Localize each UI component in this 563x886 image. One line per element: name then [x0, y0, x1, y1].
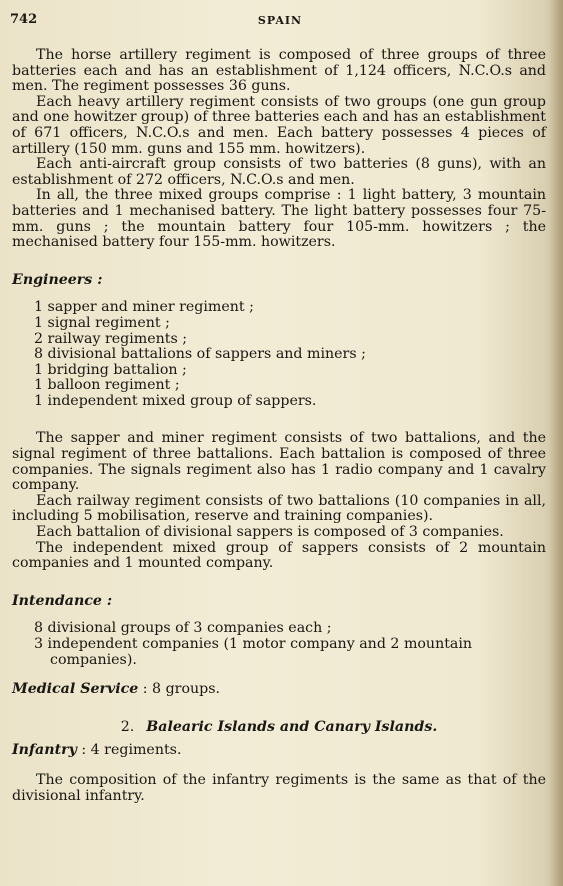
paragraph-anti-aircraft: Each anti-aircraft group consists of two batteries (8 guns), with an establishment of 272 officers, N.C.O.s and men. [12, 156, 546, 188]
list-item: 8 divisional battalions of sappers and miners ; [34, 346, 366, 363]
section-2-heading [12, 720, 546, 736]
medical-service-value: : 8 groups. [138, 681, 221, 698]
list-item: 1 independent mixed group of sappers. [34, 392, 317, 409]
infantry-label: Infantry [12, 742, 77, 759]
page-edge-shadow [549, 0, 563, 886]
engineers-heading: Engineers : [12, 271, 103, 288]
infantry-value: : 4 regiments. [76, 742, 182, 759]
list-item: 8 divisional groups of 3 companies each ; [34, 620, 332, 637]
page-header [10, 12, 550, 32]
list-item: 1 sapper and miner regiment ; [34, 299, 254, 316]
paragraph-horse-artillery: The horse artillery regiment is composed of three groups of three batteries each and has an establishment of 1,124 officers, N.C.O.s and men. The regiment possesses 36 guns. [12, 47, 546, 95]
running-head: SPAIN [257, 14, 303, 27]
paragraph-railway: Each railway regiment consists of two battalions (10 companies in all, including 5 mobilisation, reserve and training companies). [12, 492, 546, 525]
list-item: 1 signal regiment ; [34, 314, 170, 331]
paragraph-mixed-groups: In all, the three mixed groups comprise : 1 light battery, 3 mountain batteries and 1 mechanised battery. The light battery possesses four 75-mm. guns ; the mountain battery four 105-mm. howitzers ; the mechanised battery four 155-mm. howitzers. [12, 187, 546, 251]
list-item: 2 railway regiments ; [34, 330, 188, 347]
page-number: 742 [10, 12, 38, 27]
list-item: 1 balloon regiment ; [34, 377, 180, 394]
medical-service-line [12, 682, 546, 698]
section-title: Balearic Islands and Canary Islands. [146, 718, 438, 735]
list-item: 3 independent companies (1 motor company and 2 mountain companies). [34, 636, 473, 668]
intendance-list [12, 621, 546, 668]
section-number: 2. [120, 718, 135, 735]
page-body [12, 48, 546, 804]
paragraph-mixed-sappers: The independent mixed group of sappers consists of 2 mountain companies and 1 mounted company. [12, 539, 546, 572]
paragraph-heavy-artillery: Each heavy artillery regiment consists of two groups (one gun group and one howitzer group) of three batteries each and has an establishment of 671 officers, N.C.O.s and men. Each battery possesses 4 pieces of artillery (150 mm. guns and 155 mm. howitzers). [12, 93, 546, 157]
paragraph-sapper-signal: The sapper and miner regiment consists of two battalions, and the signal regiment of three battalions. Each battalion is composed of three companies. The signals regiment also has 1 radio company and 1 cavalry company. [12, 430, 546, 494]
paragraph-divisional-sappers: Each battalion of divisional sappers is composed of 3 companies. [36, 524, 504, 541]
medical-service-label: Medical Service [12, 681, 139, 698]
intendance-heading: Intendance : [12, 592, 113, 609]
list-item: 1 bridging battalion ; [34, 361, 187, 378]
infantry-line [12, 743, 546, 759]
engineers-list [12, 300, 546, 409]
paragraph-infantry-composition: The composition of the infantry regiments is the same as that of the divisional infantry. [12, 771, 546, 804]
